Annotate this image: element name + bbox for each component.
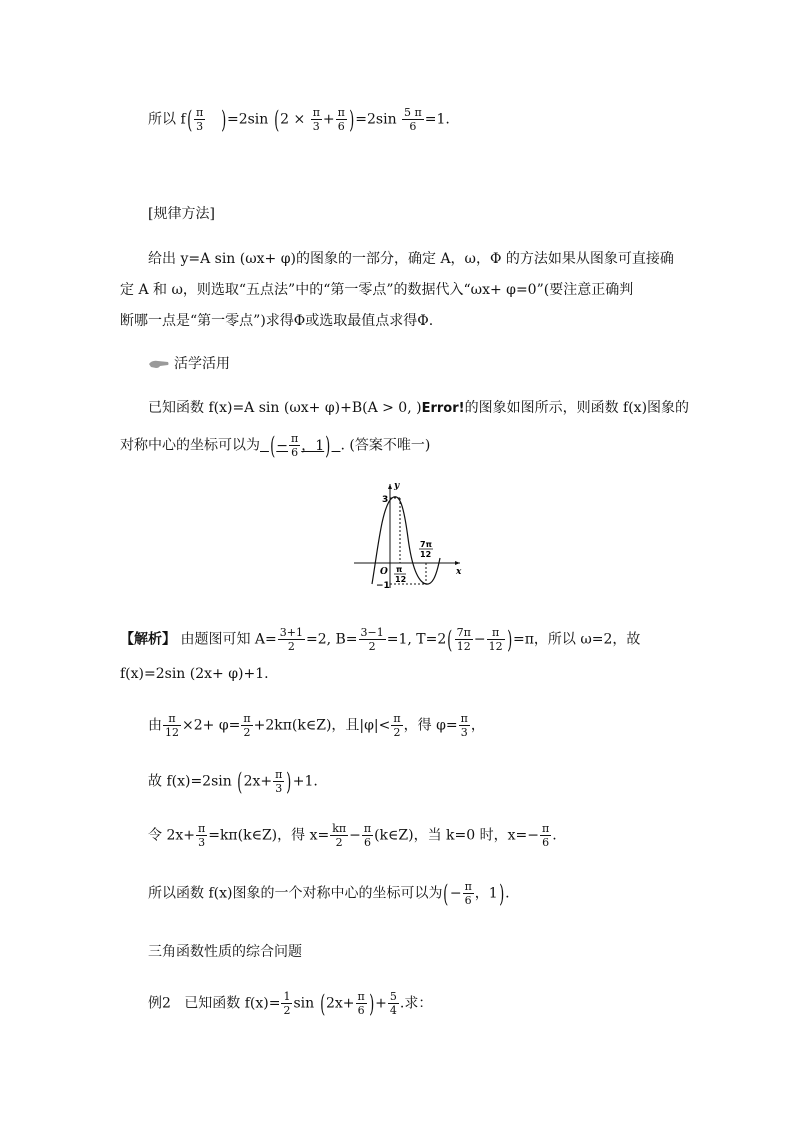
paren: ( — [270, 431, 276, 460]
text: − — [276, 437, 289, 454]
solution-line-3 — [148, 712, 485, 739]
fraction — [463, 880, 474, 907]
text: =2sin — [355, 111, 397, 128]
denominator: 3 — [312, 120, 320, 133]
solution-tag: 【解析】 — [120, 631, 176, 648]
text: 2 × — [280, 111, 306, 128]
solution-line-5 — [148, 822, 557, 849]
denominator: 4 — [389, 1004, 397, 1017]
denominator: 6 — [357, 1004, 365, 1017]
practice-title: 活学活用 — [174, 356, 230, 372]
text: +2kπ(k∈Z)，且|φ|< — [253, 717, 391, 734]
rule-text-1: 给出 y=A sin (ωx+ φ)的图象的一部分，确定 A，ω，Φ 的方法如果从图象可直接确 — [148, 251, 674, 267]
numerator: π — [197, 822, 206, 835]
paren: ) — [506, 625, 512, 654]
text: +1. — [292, 773, 318, 790]
fraction — [163, 712, 181, 739]
denominator: 6 — [409, 120, 417, 133]
fraction — [330, 822, 348, 849]
text: =2sin — [226, 111, 269, 128]
text: . (答案不唯一) — [340, 437, 431, 454]
fraction — [194, 106, 205, 133]
paren: ) — [349, 105, 355, 134]
solution-line-2: f(x)=2sin (2x+ φ)+1. — [120, 666, 269, 682]
text: + — [322, 111, 335, 128]
denominator: 3 — [460, 726, 468, 739]
fraction — [356, 990, 367, 1017]
text: =π，所以 ω=2，故 — [512, 631, 641, 648]
text: . — [552, 827, 557, 844]
numerator: 1 — [283, 990, 291, 1003]
paren: ) — [368, 989, 375, 1018]
text: . — [505, 885, 510, 902]
numerator: kπ — [332, 822, 347, 835]
text: ×2+ φ= — [182, 717, 241, 734]
text: ，得 φ= — [403, 717, 458, 734]
error-text: Error! — [421, 401, 465, 416]
numerator: π — [337, 106, 345, 119]
text: 所以 f — [148, 111, 186, 128]
denominator: 2 — [243, 726, 251, 739]
text: 2x+ — [325, 995, 355, 1012]
denominator: 2 — [368, 640, 376, 653]
denominator: 3 — [275, 782, 283, 795]
x1-tick-num: π — [396, 565, 403, 574]
text: sin — [293, 995, 315, 1012]
paren: ) — [325, 431, 331, 460]
solution-line-1 — [120, 626, 640, 653]
numerator: π — [393, 712, 401, 725]
text: − — [473, 631, 486, 648]
formula-line-1 — [148, 106, 450, 133]
text: 已知函数 f(x)=A sin (ωx+ φ)+B(A > 0, ) — [148, 400, 422, 416]
fraction — [487, 626, 505, 653]
numerator: π — [291, 432, 299, 445]
paren: ( — [186, 105, 192, 134]
numerator: 5 — [389, 990, 397, 1003]
numerator: 3−1 — [360, 626, 384, 639]
numerator: π — [460, 712, 468, 725]
text: 令 2x+ — [148, 827, 195, 844]
fraction — [273, 768, 284, 795]
section-title: 三角函数性质的综合问题 — [148, 944, 302, 960]
paren: ( — [447, 625, 453, 654]
numerator: π — [196, 106, 204, 119]
fraction — [241, 712, 252, 739]
text: 已知函数 f(x)= — [184, 995, 281, 1012]
numerator: π — [312, 106, 320, 119]
text: − — [349, 827, 361, 844]
text: 所以函数 f(x)图象的一个对称中心的坐标可以为 — [148, 885, 443, 902]
max-label: 3 — [382, 495, 389, 505]
min-label: −1 — [376, 581, 390, 590]
text: − — [449, 885, 462, 902]
text: ，1 — [301, 437, 325, 454]
paren: ( — [273, 105, 280, 134]
fraction — [388, 990, 399, 1017]
solution-line-6 — [148, 880, 510, 907]
denominator: 6 — [337, 120, 345, 133]
fraction — [540, 822, 551, 849]
question-line-2 — [120, 432, 430, 459]
text: =1, T=2 — [386, 631, 447, 648]
pointing-hand-icon — [148, 359, 170, 369]
text: .求： — [399, 995, 433, 1012]
numerator: π — [163, 712, 181, 726]
fraction — [459, 712, 470, 739]
denominator: 12 — [165, 726, 179, 739]
numerator: π — [541, 822, 550, 835]
text: 故 f(x)=2sin — [148, 773, 232, 790]
numerator: 7π — [456, 626, 471, 639]
x1-tick-den: 12 — [395, 575, 407, 584]
text: ， — [470, 717, 485, 734]
x-axis-arrow — [455, 561, 460, 565]
fraction — [311, 106, 322, 133]
text: ，1 — [474, 885, 498, 902]
numerator: π — [243, 712, 251, 725]
paren: ( — [237, 767, 243, 796]
denominator: 3 — [198, 836, 206, 849]
rule-title: [规律方法] — [148, 206, 215, 222]
numerator: π — [275, 768, 283, 781]
denominator: 3 — [196, 120, 204, 133]
fraction — [391, 712, 402, 739]
function-graph — [352, 478, 464, 590]
fraction — [336, 106, 347, 133]
text: =2, B= — [305, 631, 358, 648]
origin-label: O — [380, 567, 388, 577]
x2-tick-den: 12 — [420, 550, 432, 559]
paren: ) — [220, 105, 226, 134]
paren: ) — [498, 879, 504, 908]
paren: ) — [286, 767, 292, 796]
fraction — [359, 626, 386, 653]
numerator: π — [363, 822, 372, 835]
answer-blank — [260, 431, 340, 460]
fraction — [289, 432, 300, 459]
paren: ( — [319, 989, 325, 1018]
y-axis-arrow — [388, 484, 392, 489]
denominator: 6 — [542, 836, 550, 849]
paren: ( — [443, 879, 449, 908]
numerator: π — [464, 880, 472, 893]
example-line — [148, 990, 432, 1017]
fraction — [278, 626, 305, 653]
denominator: 6 — [363, 836, 371, 849]
denominator: 6 — [464, 894, 472, 907]
text: + — [375, 995, 387, 1012]
fraction — [402, 106, 424, 133]
text: 对称中心的坐标可以为 — [120, 437, 260, 454]
x-axis-label: x — [456, 567, 462, 577]
text: 由 — [148, 717, 162, 734]
text: =1. — [424, 111, 450, 128]
solution-line-4 — [148, 768, 318, 795]
x2-tick-num: 7π — [420, 540, 432, 549]
fraction — [281, 990, 292, 1017]
question-line-1 — [148, 398, 689, 419]
text: 2x+ — [243, 773, 273, 790]
denominator: 12 — [456, 640, 471, 653]
rule-text-3: 断哪一点是“第一零点”)求得Φ或选取最值点求得Φ. — [120, 313, 434, 329]
fraction — [362, 822, 373, 849]
denominator: 2 — [287, 640, 295, 653]
numerator: 5 π — [404, 106, 422, 119]
denominator: 6 — [291, 446, 299, 459]
denominator: 2 — [283, 1004, 291, 1017]
text: (k∈Z)，当 k=0 时，x=− — [374, 827, 539, 844]
text: 由题图可知 A= — [180, 631, 277, 648]
fraction — [455, 626, 473, 653]
rule-text-2: 定 A 和 ω，则选取“五点法”中的“第一零点”的数据代入“ωx+ φ=0”(要注意正确判 — [120, 282, 634, 298]
denominator: 12 — [488, 640, 503, 653]
text: =kπ(k∈Z)，得 x= — [208, 827, 330, 844]
numerator: 3+1 — [279, 626, 303, 639]
numerator: π — [357, 990, 365, 1003]
text: 的图象如图所示，则函数 f(x)图象的 — [464, 400, 690, 416]
numerator: π — [487, 626, 505, 640]
denominator: 2 — [335, 836, 343, 849]
fraction — [196, 822, 207, 849]
example-label: 例2 — [148, 995, 171, 1012]
denominator: 2 — [393, 726, 401, 739]
y-axis-label: y — [394, 481, 400, 491]
